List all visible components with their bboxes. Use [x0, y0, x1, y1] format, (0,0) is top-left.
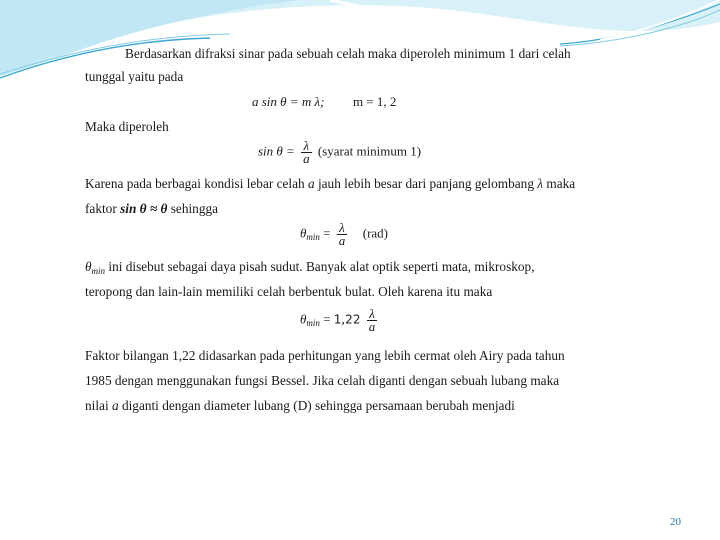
eq3-fraction	[337, 222, 348, 247]
equation-minimum-condition	[252, 93, 396, 110]
paragraph-intro-line2: tunggal yaitu pada	[85, 69, 184, 84]
paragraph-airy-line1: Faktor bilangan 1,22 didasarkan pada perhitungan yang lebih cermat oleh Airy pada tahun	[85, 348, 565, 363]
text-segment: faktor	[85, 201, 121, 216]
text-segment: Karena pada berbagai kondisi lebar celah	[85, 176, 308, 191]
variable-lambda: λ	[537, 176, 544, 191]
eq3-note: (rad)	[362, 225, 388, 241]
theta-symbol: θ	[85, 259, 92, 274]
eq4-coefficient: 1,22	[333, 312, 361, 327]
page-number: 20	[670, 516, 681, 528]
text-segment: jauh lebih besar dari panjang gelombang	[314, 176, 538, 191]
eq4-theta: θ	[300, 311, 307, 327]
text-segment: nilai	[85, 398, 112, 413]
paragraph-intro-line1: Berdasarkan difraksi sinar pada sebuah celah maka diperoleh minimum 1 dari celah	[125, 46, 571, 61]
equation-theta-min	[300, 222, 388, 247]
eq2-lhs: sin θ =	[258, 143, 295, 159]
eq1-rhs: m = 1, 2	[352, 94, 397, 109]
eq3-equals: =	[323, 225, 334, 241]
paragraph-maka-diperoleh: Maka diperoleh	[85, 119, 169, 134]
eq4-subscript: min	[306, 318, 320, 329]
eq3-numerator: λ	[337, 222, 348, 235]
paragraph-karena-line2	[85, 200, 218, 217]
text-segment: sehingga	[167, 201, 219, 216]
eq3-subscript: min	[306, 232, 320, 243]
paragraph-airy-line2: 1985 dengan menggunakan fungsi Bessel. Jika celah diganti dengan sebuah lubang maka	[85, 373, 560, 388]
paragraph-airy-line3	[85, 397, 515, 414]
eq4-numerator: λ	[367, 308, 378, 321]
equation-theta-min-circular	[300, 308, 380, 333]
eq2-fraction	[301, 140, 312, 165]
eq2-denominator: a	[303, 151, 310, 166]
variable-a: a	[111, 398, 119, 413]
variable-a: a	[307, 176, 315, 191]
eq3-theta: θ	[300, 225, 307, 241]
paragraph-karena-line1	[85, 175, 575, 192]
text-segment: ini disebut sebagai daya pisah sudut. Banyak alat optik seperti mata, mikroskop,	[105, 259, 535, 274]
text-segment: diganti dengan diameter lubang (D) sehingga persamaan berubah menjadi	[118, 398, 515, 413]
eq2-note: (syarat minimum 1)	[317, 143, 422, 159]
theta-subscript: min	[91, 266, 106, 276]
paragraph-daya-pisah-line1	[85, 258, 535, 277]
text-segment: maka	[543, 176, 576, 191]
eq2-numerator: λ	[301, 140, 312, 153]
approximation-expression: sin θ ≈ θ	[120, 201, 168, 216]
eq4-fraction	[367, 308, 378, 333]
eq4-denominator: a	[368, 319, 376, 334]
paragraph-daya-pisah-line2: teropong dan lain-lain memiliki celah berbentuk bulat. Oleh karena itu maka	[85, 284, 493, 299]
eq3-denominator: a	[338, 233, 346, 248]
equation-sin-theta	[258, 140, 421, 165]
slide-content	[82, 40, 612, 420]
eq4-equals: =	[323, 311, 334, 327]
eq1-lhs: a sin θ = m λ;	[252, 94, 325, 109]
